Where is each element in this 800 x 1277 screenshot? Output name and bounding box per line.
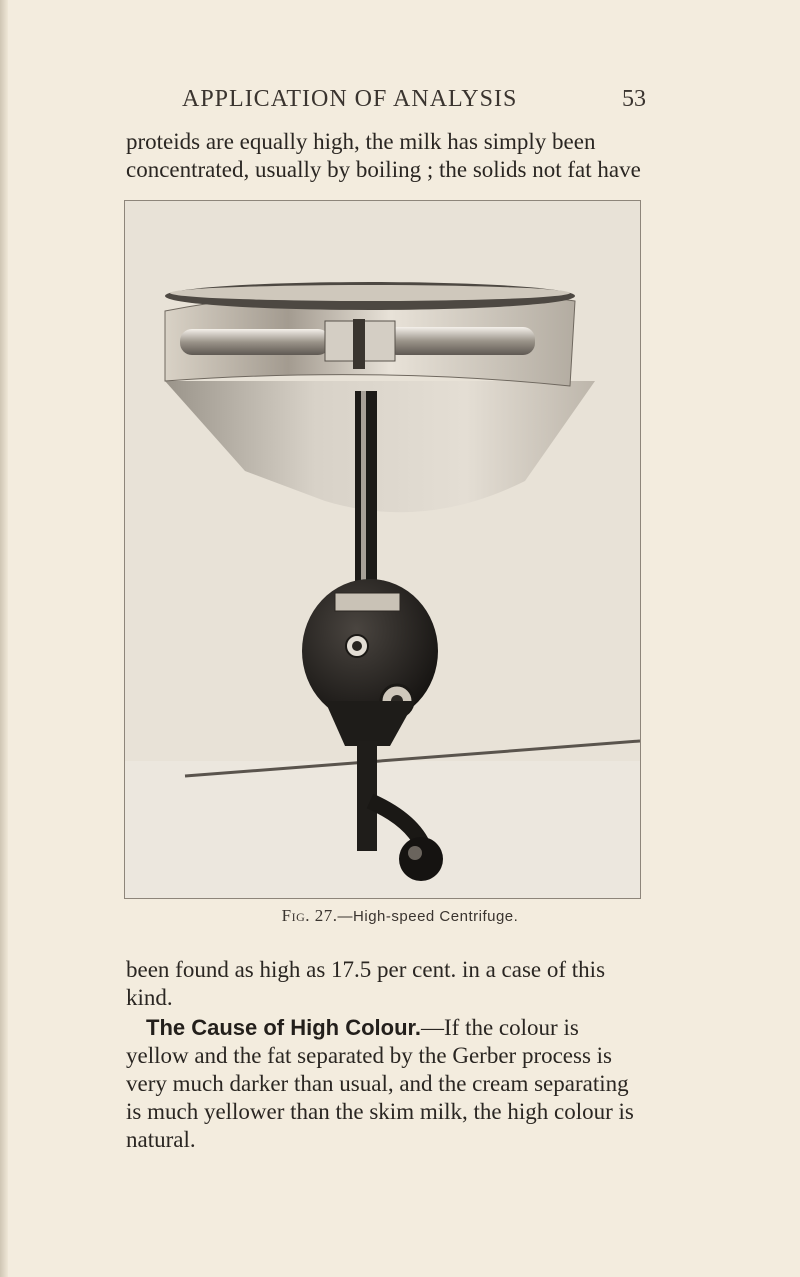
- crank-handle-knob: [399, 837, 443, 881]
- body-line-5: yellow and the fat separated by the Gerber process is: [126, 1043, 613, 1068]
- figure-label: Fig. 27.: [281, 906, 338, 925]
- page-edge-shadow: [0, 0, 8, 1277]
- paragraph-with-heading: [146, 1014, 716, 1042]
- body-line-1: proteids are equally high, the milk has simply been: [126, 129, 596, 154]
- heading-continuation: —If the colour is: [421, 1015, 579, 1040]
- body-line-6: very much darker than usual, and the cream separating: [126, 1071, 629, 1096]
- body-line-3: been found as high as 17.5 per cent. in a case of this: [126, 957, 606, 982]
- right-test-tube: [385, 327, 535, 355]
- body-line-8: natural.: [126, 1127, 196, 1152]
- left-test-tube: [180, 329, 330, 355]
- body-line-4: kind.: [126, 985, 173, 1010]
- centrifuge-photograph: [124, 200, 641, 899]
- body-line-7: is much yellower than the skim milk, the high colour is: [126, 1099, 634, 1124]
- figure-caption: [0, 906, 800, 926]
- section-heading: The Cause of High Colour.: [146, 1015, 422, 1040]
- running-title: APPLICATION OF ANALYSIS: [182, 86, 518, 112]
- centrifuge-illustration: [125, 201, 640, 898]
- page-number: 53: [622, 86, 646, 112]
- figure-caption-text: —High-speed Centrifuge.: [337, 908, 519, 925]
- body-line-2: concentrated, usually by boiling ; the solids not fat have: [126, 157, 641, 182]
- running-head: [0, 86, 800, 116]
- housing-label-plate: [335, 593, 400, 611]
